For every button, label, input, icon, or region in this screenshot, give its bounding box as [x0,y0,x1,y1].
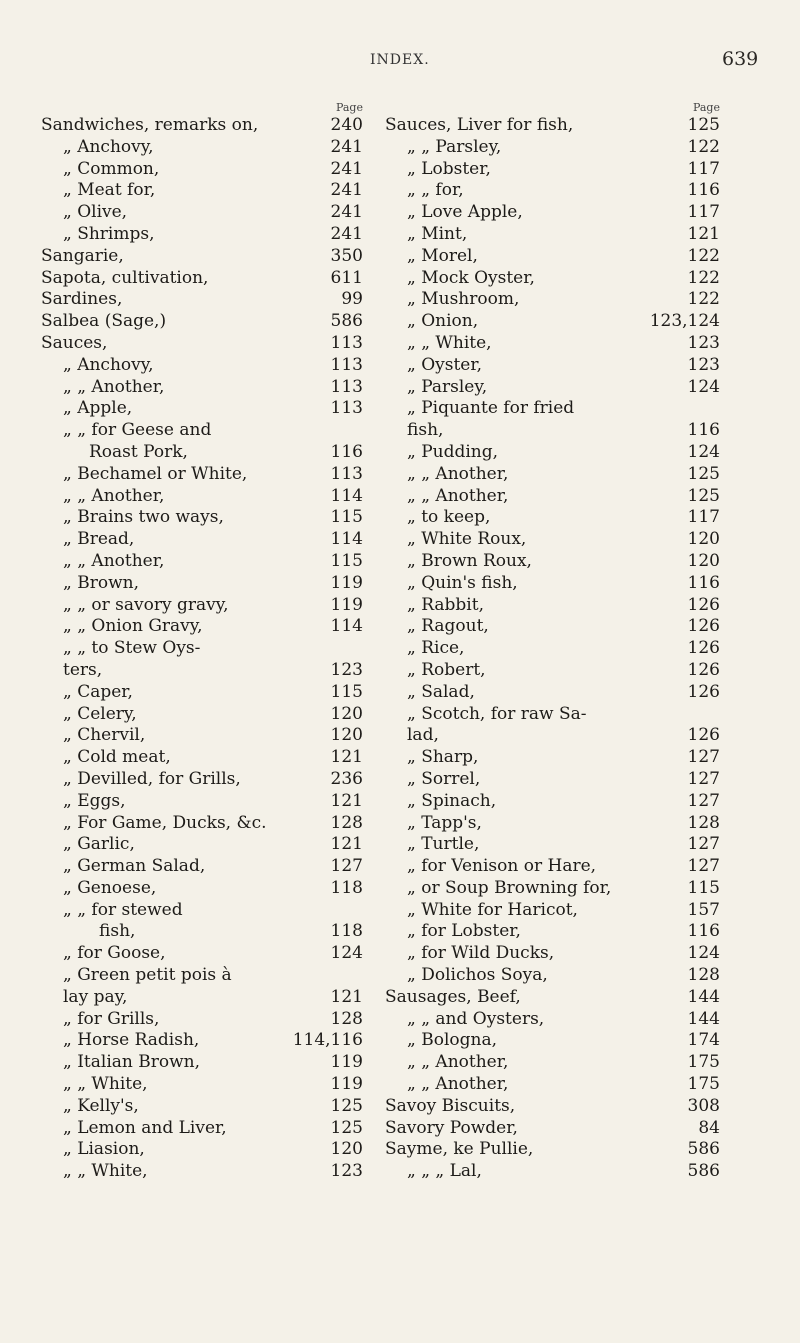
index-entry [41,1074,363,1096]
entry-page: 122 [687,267,720,288]
index-entry [41,1030,363,1052]
index-entry [385,987,720,1009]
index-entry [385,202,720,224]
index-entry [385,289,720,311]
entry-page: 119 [330,1052,363,1073]
index-entry [385,311,720,333]
index-entry [41,595,363,617]
entry-page: 113 [330,332,363,353]
entry-page: 240 [330,115,363,135]
left-index-column [41,101,363,1183]
entry-page: 126 [687,681,720,702]
index-entry [385,725,720,747]
entry-page: 126 [687,616,720,637]
entry-page: 241 [330,202,363,223]
right-index-column [385,101,720,1183]
index-entry [385,1161,720,1183]
entry-page: 123 [330,659,363,680]
entry-page: 123 [687,332,720,353]
entry-page: 120 [330,703,363,724]
entry-text: „ „ Onion Gravy, [63,616,203,637]
index-entry [41,377,363,399]
entry-text: „ „ Another, [407,1074,509,1095]
entry-text: „ or Soup Browning for, [407,877,612,898]
index-entry [385,159,720,181]
entry-text: „ Lobster, [407,158,491,179]
entry-text: „ Rice, [407,638,465,659]
index-entry [385,486,720,508]
index-entry [41,159,363,181]
index-entry [385,921,720,943]
entry-text: Salbea (Sage,) [41,311,167,332]
index-entry [41,943,363,965]
entry-page: 121 [330,834,363,855]
entry-text: „ German Salad, [63,856,206,877]
index-entry [41,529,363,551]
entry-text: lay pay, [63,986,128,1007]
entry-page: 127 [687,790,720,811]
entry-text: „ „ „ Lal, [407,1161,482,1182]
entry-page: 113 [330,398,363,419]
entry-text: „ Mock Oyster, [407,267,535,288]
index-entry [41,921,363,943]
index-entry [41,442,363,464]
entry-page: 118 [330,877,363,898]
entry-page: 120 [330,725,363,746]
entry-page: 586 [330,311,363,332]
entry-text: „ Scotch, for raw Sa- [407,703,587,724]
entry-page: 119 [330,594,363,615]
index-entry [41,420,363,442]
entry-page: 117 [687,158,720,179]
index-entry [385,551,720,573]
index-entry [385,420,720,442]
index-entry [41,1096,363,1118]
index-entry [41,747,363,769]
entry-text: „ Sorrel, [407,768,481,789]
entry-page: 115 [687,877,720,898]
index-entry [41,965,363,987]
index-entry [385,180,720,202]
entry-text: „ Bechamel or White, [63,463,248,484]
entry-text: „ „ White, [407,332,492,353]
entry-page: 127 [687,856,720,877]
index-entry [385,638,720,660]
index-entry [41,616,363,638]
index-entry [385,573,720,595]
entry-page: 116 [330,441,363,462]
index-entry [385,442,720,464]
index-entry [385,507,720,529]
entry-text: „ Cold meat, [63,747,171,768]
entry-text: „ for Grills, [63,1008,160,1029]
entry-text: fish, [407,420,444,441]
entry-page: 308 [687,1095,720,1116]
entry-text: „ Dolichos Soya, [407,965,548,986]
entry-text: „ Salad, [407,681,475,702]
page-number: 639 [722,48,759,70]
entry-page: 124 [687,441,720,462]
index-entry [41,355,363,377]
entry-page: 241 [330,136,363,157]
entry-page: 127 [687,747,720,768]
entry-page: 113 [330,354,363,375]
entry-text: „ Turtle, [407,834,480,855]
index-entry [41,224,363,246]
entry-page: 127 [687,768,720,789]
entry-page: 114 [330,529,363,550]
entry-text: Roast Pork, [89,441,188,462]
entry-page: 128 [687,965,720,986]
index-entry [41,573,363,595]
entry-text: „ Robert, [407,659,486,680]
index-entry [385,856,720,878]
entry-page: 120 [330,1139,363,1160]
entry-page: 126 [687,594,720,615]
index-entry [41,900,363,922]
entry-text: „ White Roux, [407,529,527,550]
entry-page: 115 [330,550,363,571]
entry-text: „ for Lobster, [407,921,521,942]
entry-page: 115 [330,681,363,702]
entry-page: 124 [687,376,720,397]
index-entry [41,398,363,420]
entry-text: ters, [63,659,103,680]
entry-page: 120 [687,529,720,550]
index-entry [41,289,363,311]
entry-page: 121 [330,986,363,1007]
index-entry [41,704,363,726]
entry-page: 586 [687,1139,720,1160]
index-entry [41,333,363,355]
entry-text: „ Chervil, [63,725,146,746]
index-entry [385,246,720,268]
entry-text: Sauces, [41,332,108,353]
index-entry [41,660,363,682]
entry-text: „ Mint, [407,223,468,244]
entry-text: „ Italian Brown, [63,1052,201,1073]
page-column-label: Page [335,101,363,114]
index-entry [385,137,720,159]
entry-text: Sapota, cultivation, [41,267,209,288]
index-entry [385,333,720,355]
entry-text: „ Brown Roux, [407,550,532,571]
entry-text: „ Brown, [63,572,139,593]
entry-page: 117 [687,202,720,223]
entry-text: Sausages, Beef, [385,986,521,1007]
index-entry [385,878,720,900]
index-entry [385,791,720,813]
entry-page: 119 [330,1074,363,1095]
entry-text: „ Morel, [407,245,478,266]
entry-text: Savoy Biscuits, [385,1095,516,1116]
entry-text: „ Garlic, [63,834,135,855]
entry-page: 128 [330,1008,363,1029]
entry-page: 114,116 [292,1030,363,1051]
entry-text: „ for Wild Ducks, [407,943,555,964]
index-entry [41,507,363,529]
index-entry [41,856,363,878]
index-entry [41,180,363,202]
index-entry [385,704,720,726]
entry-page: 115 [330,507,363,528]
index-entry [41,878,363,900]
index-entry [385,1030,720,1052]
index-entry [385,616,720,638]
entry-text: „ „ Another, [407,485,509,506]
entry-page: 126 [687,659,720,680]
index-entry [41,813,363,835]
entry-text: „ Ragout, [407,616,489,637]
index-entry [385,464,720,486]
entry-text: „ for Goose, [63,943,166,964]
entry-page: 116 [687,921,720,942]
entry-page: 123 [687,354,720,375]
entry-text: „ „ for, [407,180,464,201]
index-entry [41,769,363,791]
entry-page: 121 [330,747,363,768]
entry-text: „ Anchovy, [63,354,154,375]
entry-text: „ Pudding, [407,441,499,462]
entry-text: „ „ White, [63,1161,148,1182]
entry-text: „ „ to Stew Oys- [63,638,201,659]
entry-page: 586 [687,1161,720,1182]
entry-page: 127 [330,856,363,877]
entry-page: 350 [330,245,363,266]
entry-page: 123 [330,1161,363,1182]
entry-text: „ Celery, [63,703,137,724]
index-entry [41,791,363,813]
entry-text: „ „ Another, [63,485,165,506]
entry-text: „ Green petit pois à [63,965,232,986]
entry-text: „ Olive, [63,202,128,223]
entry-page: 122 [687,245,720,266]
entry-text: „ „ for stewed [63,899,183,920]
entry-page: 84 [698,1117,720,1138]
index-entry [385,595,720,617]
entry-page: 241 [330,223,363,244]
index-entry [385,1139,720,1161]
index-entry [41,725,363,747]
index-entry [385,1009,720,1031]
entry-page: 175 [687,1074,720,1095]
entry-text: „ to keep, [407,507,491,528]
entry-page: 125 [330,1117,363,1138]
entry-text: „ Kelly's, [63,1095,139,1116]
entry-page: 125 [687,463,720,484]
entry-text: Sardines, [41,289,123,310]
index-entry [41,1009,363,1031]
entry-text: „ Devilled, for Grills, [63,768,241,789]
entry-page: 128 [687,812,720,833]
entry-text: „ White for Haricot, [407,899,578,920]
index-entry [385,1074,720,1096]
entry-text: „ „ Another, [63,550,165,571]
entry-page: 144 [687,986,720,1007]
entry-page: 114 [330,485,363,506]
index-entry [41,464,363,486]
index-entry [41,311,363,333]
entry-text: „ Onion, [407,311,479,332]
entry-text: „ Quin's fish, [407,572,518,593]
index-entry [385,943,720,965]
index-entry [385,965,720,987]
index-entry [41,834,363,856]
entry-text: „ Parsley, [407,376,488,397]
entry-text: „ Anchovy, [63,136,154,157]
entry-text: „ Piquante for fried [407,398,575,419]
entry-page: 113 [330,463,363,484]
entry-page: 128 [330,812,363,833]
entry-page: 124 [330,943,363,964]
page-column-label: Page [692,101,720,114]
entry-text: „ Bologna, [407,1030,497,1051]
entry-text: „ Bread, [63,529,135,550]
index-entry [385,268,720,290]
entry-text: „ Horse Radish, [63,1030,200,1051]
index-entry [385,834,720,856]
entry-text: „ „ for Geese and [63,420,212,441]
entry-page: 122 [687,136,720,157]
entry-text: „ For Game, Ducks, &c. [63,812,267,833]
entry-text: Sauces, Liver for fish, [385,115,574,135]
index-title: INDEX. [370,52,430,68]
entry-text: Sangarie, [41,245,124,266]
entry-text: Sandwiches, remarks on, [41,115,259,135]
index-entry [41,268,363,290]
index-entry [41,551,363,573]
index-entry [385,1118,720,1140]
entry-text: „ Apple, [63,398,133,419]
index-entry [41,638,363,660]
entry-page: 99 [341,289,363,310]
index-entry [385,769,720,791]
index-entry [41,1052,363,1074]
entry-page: 121 [687,223,720,244]
entry-text: „ „ Another, [407,1052,509,1073]
entry-page: 175 [687,1052,720,1073]
entry-page: 126 [687,638,720,659]
index-entry [41,987,363,1009]
entry-page: 113 [330,376,363,397]
entry-page: 144 [687,1008,720,1029]
index-entry [41,1118,363,1140]
entry-text: „ „ Another, [63,376,165,397]
entry-page: 116 [687,180,720,201]
entry-text: „ Liasion, [63,1139,145,1160]
entry-text: „ Love Apple, [407,202,523,223]
entry-page: 126 [687,725,720,746]
entry-text: „ Tapp's, [407,812,482,833]
entry-page: 174 [687,1030,720,1051]
entry-text: „ Meat for, [63,180,156,201]
index-entry [385,224,720,246]
index-entry [385,1096,720,1118]
index-entry [41,682,363,704]
entry-text: „ Lemon and Liver, [63,1117,227,1138]
index-entry [385,682,720,704]
index-entry [385,900,720,922]
entry-page: 122 [687,289,720,310]
entry-text: „ Mushroom, [407,289,520,310]
entry-text: „ Shrimps, [63,223,155,244]
entry-page: 116 [687,420,720,441]
entry-text: „ „ Parsley, [407,136,502,157]
entry-page: 241 [330,158,363,179]
index-entry [385,115,720,137]
entry-page: 241 [330,180,363,201]
entry-page: 120 [687,550,720,571]
entry-page: 157 [687,899,720,920]
entry-page: 125 [687,115,720,135]
entry-text: „ „ and Oysters, [407,1008,545,1029]
entry-page: 125 [687,485,720,506]
index-entry [385,377,720,399]
index-entry [385,747,720,769]
entry-text: „ Oyster, [407,354,483,375]
index-entry [41,115,363,137]
entry-page: 117 [687,507,720,528]
index-entry [41,1161,363,1183]
entry-text: „ Spinach, [407,790,497,811]
entry-page: 127 [687,834,720,855]
entry-text: „ Rabbit, [407,594,484,615]
index-entry [41,486,363,508]
entry-text: Savory Powder, [385,1117,518,1138]
entry-text: „ for Venison or Hare, [407,856,597,877]
entry-text: Sayme, ke Pullie, [385,1139,534,1160]
entry-page: 125 [330,1095,363,1116]
index-entry [385,355,720,377]
entry-text: „ „ Another, [407,463,509,484]
entry-page: 124 [687,943,720,964]
index-entry [41,1139,363,1161]
index-entry [41,137,363,159]
index-entry [385,813,720,835]
entry-page: 114 [330,616,363,637]
entry-page: 121 [330,790,363,811]
entry-page: 118 [330,921,363,942]
entry-page: 611 [330,267,363,288]
entry-text: „ Brains two ways, [63,507,224,528]
entry-page: 123,124 [649,311,720,332]
entry-text: „ Caper, [63,681,133,702]
entry-page: 119 [330,572,363,593]
index-entry [41,202,363,224]
index-entry [385,1052,720,1074]
index-entry [41,246,363,268]
page-header [0,48,800,78]
index-entry [385,529,720,551]
entry-text: fish, [99,921,136,942]
index-entry [385,660,720,682]
entry-text: „ „ White, [63,1074,148,1095]
entry-text: „ Sharp, [407,747,479,768]
entry-text: lad, [407,725,439,746]
entry-page: 116 [687,572,720,593]
entry-text: „ „ or savory gravy, [63,594,229,615]
entry-text: „ Common, [63,158,160,179]
index-entry [385,398,720,420]
entry-page: 236 [330,768,363,789]
entry-text: „ Eggs, [63,790,126,811]
entry-text: „ Genoese, [63,877,157,898]
